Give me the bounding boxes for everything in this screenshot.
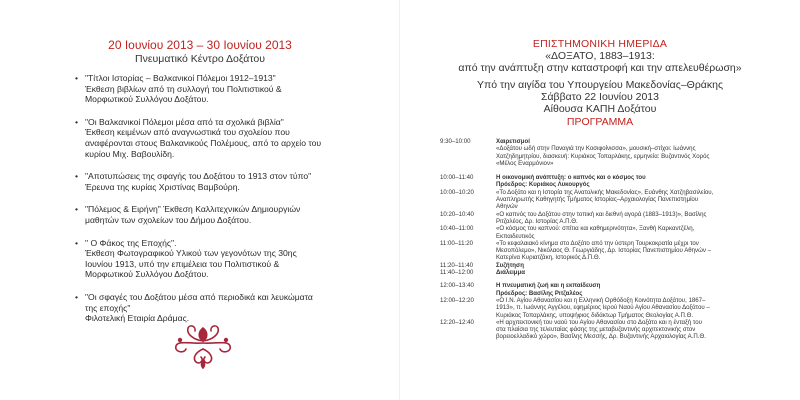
exhibition-venue: Πνευματικό Κέντρο Δοξάτου (135, 53, 265, 65)
schedule-row: 10:00–10:20 «Το Δοξάτο και η Ιστορία της Ανατολικής Μακεδονίας», Ευάνθης Χατζηβασιλείου, Αναπληρωτής Καθηγητής Τμήματος Ιστορίας–Αρχαιολογίας Πανεπιστημίου Αθηνών (440, 188, 714, 211)
conference-hall: Αίθουσα ΚΑΠΗ Δοξάτου (543, 103, 657, 115)
schedule-time: 11:40–12:00 (440, 269, 474, 277)
schedule-time: 11:00–11:20 (440, 239, 473, 247)
bullet-icon: • (75, 73, 79, 83)
list-item: • "Τίτλοι Ιστορίας – Βαλκανικοί Πόλεμοι 1912–1913" Έκθεση βιβλίων από τη συλλογή του Πολιτιστικού & Μορφωτικού Συλλόγου Δοξάτου. (75, 73, 282, 105)
schedule-row: 10:00–11:40 Η οικονομική ανάπτυξη: ο καπνός και ο κόσμος του Πρόεδρος: Κυριάκος Λυκουργός (440, 174, 646, 189)
schedule-row: 11:00–11:20 «Το κεφαλαιακό κίνημα στο Δοξάτο από την ύστερη Τουρκοκρατία μέχρι τον Μεσοπόλεμο», Νικόλαος Θ. Γεωργιάδης, Δρ. Ιστορίας Πανεπιστημίου Αθηνών – Κατερίνα Κυριατζάκη, Ιστορικός Δ.Π.Θ. (440, 239, 711, 262)
schedule-row: 9:30–10:00 Χαιρετισμοί «Δοξάτου ωδή στην Παναγιά την Κοσιφοίνισσα», μουσική–στίχοι: Ιωάννης Χατζηδημητρίου, διασκευή: Κυριάκος Τοπαρλάκης, ερμηνεία: Βυζαντινός Χορός «Μέλος Εναρμόνιον» (440, 138, 710, 167)
bullet-icon: • (75, 237, 79, 248)
schedule-time: 10:00–11:40 (440, 174, 474, 182)
conference-heading: ΕΠΙΣΤΗΜΟΝΙΚΗ ΗΜΕΡΙΔΑ (532, 38, 668, 50)
program-heading: ΠΡΟΓΡΑΜΜΑ (566, 116, 634, 128)
list-item: • "Οι σφαγές του Δοξάτου μέσα από περιοδικά και λευκώματα της εποχής" Φιλοτελική Εταιρία Δράμας. (75, 291, 313, 324)
schedule-row: 11:40–12:00 Διάλειμμα (440, 269, 525, 277)
schedule-time: 10:40–11:00 (440, 225, 474, 233)
list-item: • "Αποτυπώσεις της σφαγής του Δοξάτου το 1913 στον τύπο" Έρευνα της κυρίας Χριστίνας Βαμβούρη. (75, 171, 312, 192)
schedule-row: 12:00–13:40 Η πνευματική ζωή και η εκπαίδευση Πρόεδρος: Βασίλης Ριτζαλέος (440, 282, 601, 297)
list-item: • "Πόλεμος & Ειρήνη" Έκθεση Καλλιτεχνικών Δημιουργιών μαθητών των σχολείων του Δήμου Δοξάτου. (75, 204, 301, 225)
ornament-flourish-icon (168, 322, 238, 370)
schedule-time: 10:20–10:40 (440, 210, 474, 218)
exhibition-list (75, 73, 375, 336)
bullet-icon: • (75, 204, 79, 215)
list-item: • "Οι Βαλκανικοί Πόλεμοι μέσα από τα σχολικά βιβλία" Έκθεση κειμένων από αναγνωστικά του σχολείου που αναφέρονται στους Βαλκανικούς Πολέμους, από το αρχείο του κυρίου Μιχ. Βαβουλίδη. (75, 116, 322, 159)
schedule-row: 12:00–12:20 «Ο Ι.Ν. Αγίου Αθανασίου και η Ελληνική Ορθόδοξη Κοινότητα Δοξάτου, 1867– 1913», π. Ιωάννης Αγγέλου, εφημέριος Ιερού Ναού Αγίου Αθανασίου Δοξάτου – Κυριάκος Τοπαρλάκης, υποψήφιος διδάκτωρ Τμήματος Θεολογίας Α.Π.Θ. (440, 296, 710, 319)
right-page (400, 0, 800, 400)
schedule-row: 12:20–12:40 «Η αρχιτεκτονική του ναού του Αγίου Αθανασίου στο Δοξάτο και η ένταξή του στα πλαίσια της τελευταίας φάσης της μεταβυζαντινής αρχιτεκτονικής στον βορειοελλαδικό χώρο», Βασίλης Μεσσής, Δρ. Βυζαντινής Αρχαιολογίας Α.Π.Θ. (440, 318, 706, 341)
schedule-time: 11:20–11:40 (440, 261, 473, 269)
conference-title-line1: «ΔΟΞΑΤΟ, 1883–1913: (545, 50, 655, 62)
exhibition-dates: 20 Ιουνίου 2013 – 30 Ιουνίου 2013 (108, 38, 292, 52)
schedule-row: 11:20–11:40 Συζήτηση (440, 261, 524, 269)
list-item: • " Ο Φάκος της Εποχής". Έκθεση Φωτογραφικού Υλικού των γεγονότων της 30ης Ιουνίου 1913, υπό την επιμέλεια του Πολιτιστικού & Μορφωτικού Συλλόγου Δοξάτου. (75, 237, 297, 280)
program-schedule (440, 138, 796, 341)
schedule-time: 12:00–12:20 (440, 296, 474, 304)
bullet-icon: • (75, 171, 79, 182)
schedule-time: 9:30–10:00 (440, 138, 471, 145)
bullet-icon: • (75, 291, 79, 302)
schedule-row: 10:20–10:40 «Ο καπνός του Δοξάτου στην τοπική και διεθνή αγορά (1883–1913)», Βασίλης Ριτζαλέος, Δρ. Ιστορίας Α.Π.Θ. (440, 210, 707, 225)
schedule-row: 10:40–11:00 «Ο κόσμος του καπνού: σπίτια και καθημερινότητα», Ξανθή Καρκαντζέλη, Εκπαιδευτικός (440, 225, 695, 240)
conference-title-line2: από την ανάπτυξη στην καταστροφή και την απελευθέρωση» (458, 62, 742, 74)
schedule-time: 10:00–10:20 (440, 188, 474, 196)
auspices: Υπό την αιγίδα του Υπουργείου Μακεδονίας–Θράκης (476, 79, 724, 91)
schedule-time: 12:00–13:40 (440, 282, 474, 290)
bullet-icon: • (75, 116, 79, 127)
schedule-time: 12:20–12:40 (440, 318, 474, 326)
conference-date: Σάββατο 22 Ιουνίου 2013 (540, 91, 659, 103)
